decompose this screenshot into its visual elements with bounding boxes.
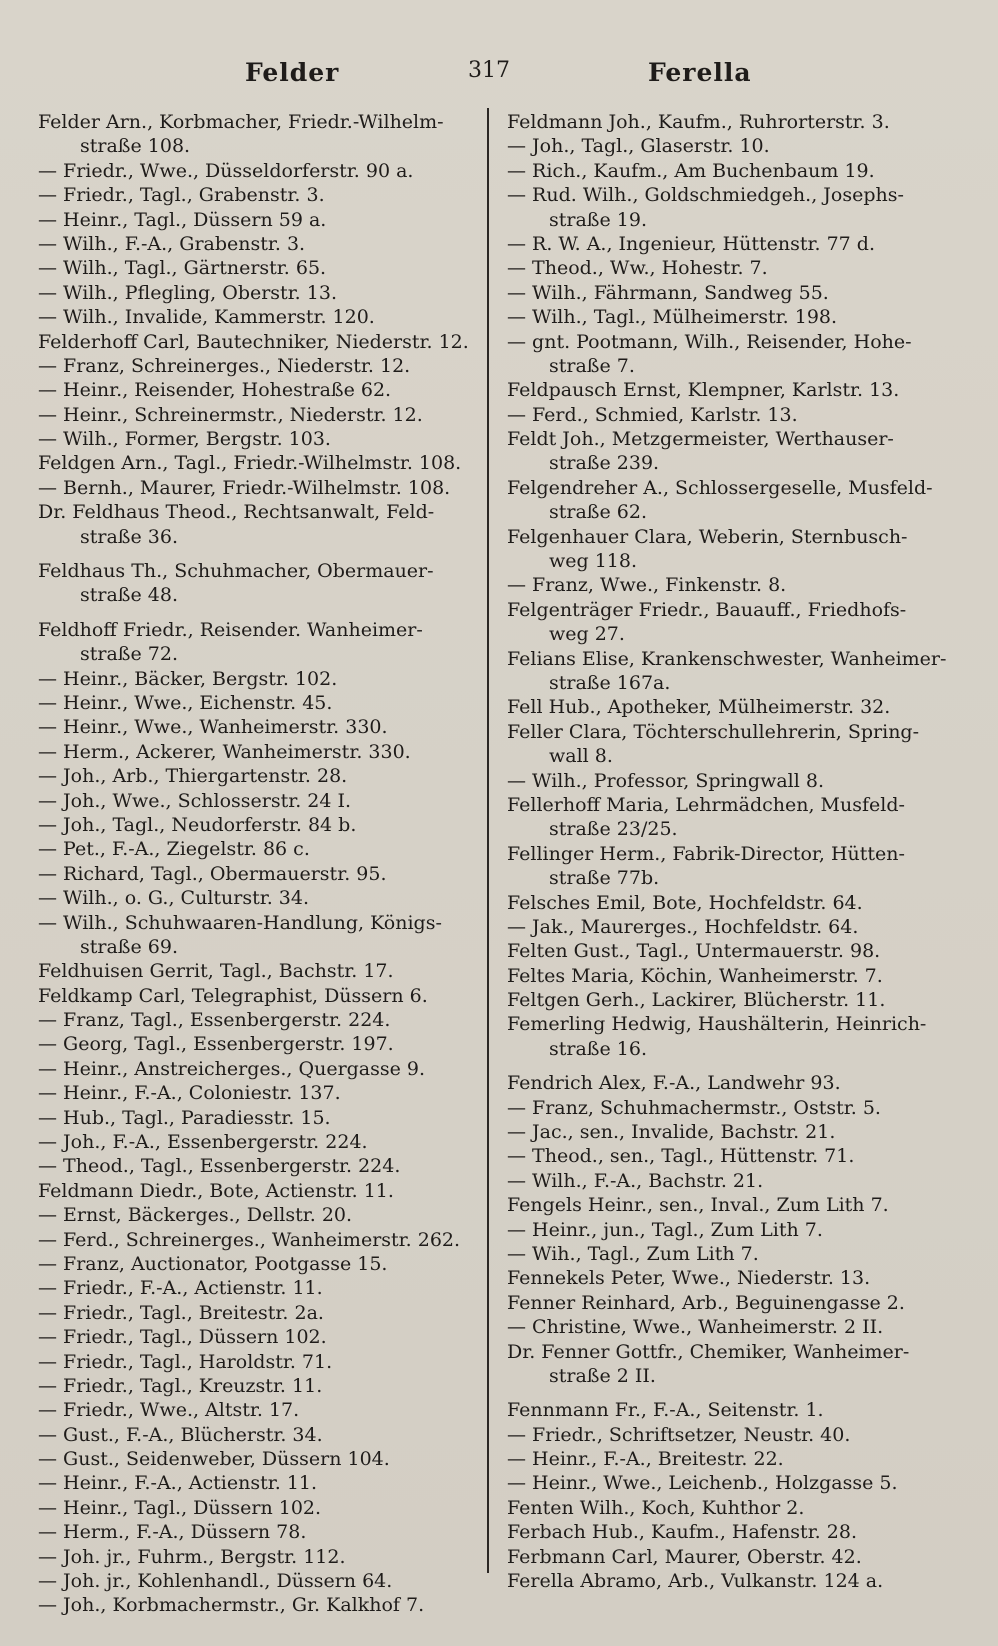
directory-entry-line: — Wilh., Professor, Springwall 8. [507, 769, 824, 792]
directory-entry-line: Fennmann Fr., F.-A., Seitenstr. 1. [507, 1399, 824, 1422]
directory-entry-line: Dr. Fenner Gottfr., Chemiker, Wanheimer- [507, 1340, 910, 1363]
directory-entry-line: — Theod., Tagl., Essenbergerstr. 224. [38, 1155, 401, 1178]
directory-entry-line: Ferella Abramo, Arb., Vulkanstr. 124 a. [507, 1570, 884, 1593]
directory-entry-line: — Pet., F.-A., Ziegelstr. 86 c. [38, 838, 310, 861]
directory-entry-line: — Friedr., Tagl., Breitestr. 2a. [38, 1301, 324, 1324]
directory-entry-line: — Heinr., F.-A., Breitestr. 22. [507, 1448, 784, 1471]
directory-entry-line: — Gust., Seidenweber, Düssern 104. [38, 1448, 390, 1471]
directory-entry-line: — Franz, Wwe., Finkenstr. 8. [507, 574, 787, 597]
directory-entry-line: — Theod., sen., Tagl., Hüttenstr. 71. [507, 1145, 855, 1168]
directory-entry-line: — Wilh., Former, Bergstr. 103. [38, 428, 331, 451]
directory-entry-line: — Joh., F.-A., Essenbergerstr. 224. [38, 1131, 368, 1154]
directory-entry-line: straße 69. [80, 935, 178, 958]
directory-entry-line: — Friedr., Tagl., Grabenstr. 3. [38, 184, 325, 207]
directory-entry-line: Feldmann Joh., Kaufm., Ruhrorterstr. 3. [507, 111, 890, 133]
directory-entry-line: — Heinr., jun., Tagl., Zum Lith 7. [507, 1218, 823, 1241]
directory-entry-line: — Joh., Korbmachermstr., Gr. Kalkhof 7. [38, 1594, 425, 1617]
header-right-keyword: Ferella [648, 58, 752, 87]
directory-entry-line: Felder Arn., Korbmacher, Friedr.-Wilhelm- [38, 111, 444, 133]
directory-entry-line: Fendrich Alex, F.-A., Landwehr 93. [507, 1072, 841, 1095]
directory-entry-line: — Ferd., Schreinerges., Wanheimerstr. 262. [38, 1228, 461, 1251]
directory-entry-line: — Friedr., Tagl., Düssern 102. [38, 1326, 327, 1349]
directory-entry-line: — Gust., F.-A., Blücherstr. 34. [38, 1423, 323, 1446]
directory-entry-line: Fennekels Peter, Wwe., Niederstr. 13. [507, 1267, 871, 1290]
directory-entry-line: Felgenhauer Clara, Weberin, Sternbusch- [507, 525, 908, 548]
directory-entry-line: Feldpausch Ernst, Klempner, Karlstr. 13. [507, 379, 900, 402]
directory-entry-line: — Ernst, Bäckerges., Dellstr. 20. [38, 1204, 353, 1227]
directory-entry-line: Feldhuisen Gerrit, Tagl., Bachstr. 17. [38, 960, 394, 983]
directory-entry-line: — Wilh., Pflegling, Oberstr. 13. [38, 281, 337, 304]
directory-entry-line: Fellinger Herm., Fabrik-Director, Hütten- [507, 842, 905, 865]
directory-entry-line: — Joh. jr., Fuhrm., Bergstr. 112. [38, 1545, 346, 1568]
directory-entry-line: — Wih., Tagl., Zum Lith 7. [507, 1242, 759, 1265]
directory-entry-line: — Joh., Tagl., Glaserstr. 10. [507, 135, 770, 158]
directory-entry-line: — Heinr., F.-A., Coloniestr. 137. [38, 1082, 341, 1105]
left-column [38, 110, 478, 1618]
directory-entry-line: — Friedr., Wwe., Düsseldorferstr. 90 a. [38, 159, 414, 182]
directory-entry-line: — Herm., Ackerer, Wanheimerstr. 330. [38, 740, 411, 763]
directory-entry-line: Feltgen Gerh., Lackirer, Blücherstr. 11. [507, 989, 886, 1012]
directory-entry-line: — Bernh., Maurer, Friedr.-Wilhelmstr. 108. [38, 476, 451, 499]
directory-entry-line: Fengels Heinr., sen., Inval., Zum Lith 7. [507, 1194, 889, 1217]
directory-entry-line: — Heinr., Schreinermstr., Niederstr. 12. [38, 403, 423, 426]
directory-entry-line: — Georg, Tagl., Essenbergerstr. 197. [38, 1033, 394, 1056]
directory-entry-line: Feldhaus Th., Schuhmacher, Obermauer- [38, 560, 434, 583]
directory-entry-line: Dr. Feldhaus Theod., Rechtsanwalt, Feld- [38, 501, 435, 524]
right-column [507, 110, 947, 1593]
directory-entry-line: weg 118. [549, 550, 638, 573]
directory-entry-line: — Heinr., Tagl., Düssern 102. [38, 1496, 322, 1519]
directory-entry-line: — gnt. Pootmann, Wilh., Reisender, Hohe- [507, 330, 912, 353]
directory-entry-line: — Heinr., Reisender, Hohestraße 62. [38, 379, 392, 402]
directory-entry-line: straße 72. [80, 643, 178, 666]
directory-entry-line: straße 239. [549, 452, 660, 475]
directory-entry-line: Fell Hub., Apotheker, Mülheimerstr. 32. [507, 696, 891, 719]
directory-entry-line: — Friedr., Tagl., Haroldstr. 71. [38, 1350, 333, 1373]
directory-entry-line: straße 77b. [549, 867, 660, 890]
directory-entry-line: straße 62. [549, 501, 647, 524]
directory-entry-line: straße 2 II. [549, 1364, 656, 1387]
directory-entry-line: — Wilh., Fährmann, Sandweg 55. [507, 281, 829, 304]
directory-entry-line: Ferbmann Carl, Maurer, Oberstr. 42. [507, 1545, 862, 1568]
directory-entry-line: — Theod., Ww., Hohestr. 7. [507, 257, 768, 280]
directory-entry-line: — Hub., Tagl., Paradiesstr. 15. [38, 1106, 331, 1129]
directory-entry-line: — Friedr., F.-A., Actienstr. 11. [38, 1277, 323, 1300]
directory-entry-line: — Joh., Arb., Thiergartenstr. 28. [38, 765, 348, 788]
directory-entry-line: Feldmann Diedr., Bote, Actienstr. 11. [38, 1179, 394, 1202]
directory-entry-line: — Franz, Schreinerges., Niederstr. 12. [38, 354, 411, 377]
directory-entry-line: Feller Clara, Töchterschullehrerin, Spring- [507, 720, 920, 743]
directory-entry-line: straße 108. [80, 135, 191, 158]
directory-entry-line: Felsches Emil, Bote, Hochfeldstr. 64. [507, 891, 863, 914]
directory-entry-line: straße 167a. [549, 671, 671, 694]
directory-entry-line: Felgenträger Friedr., Bauauff., Friedhofs- [507, 598, 907, 621]
page-header [0, 58, 998, 98]
directory-entry-line: wall 8. [549, 745, 613, 768]
directory-entry-line: Felians Elise, Krankenschwester, Wanheimer- [507, 647, 947, 670]
directory-entry-line: weg 27. [549, 623, 625, 646]
directory-entry-line: — Heinr., Wwe., Wanheimerstr. 330. [38, 716, 388, 739]
directory-entry-line: — Heinr., Bäcker, Bergstr. 102. [38, 667, 338, 690]
directory-entry-line: — Heinr., F.-A., Actienstr. 11. [38, 1472, 318, 1495]
directory-entry-line: Ferbach Hub., Kaufm., Hafenstr. 28. [507, 1521, 857, 1544]
directory-entry-line: straße 7. [549, 354, 635, 377]
directory-entry-line: Fenner Reinhard, Arb., Beguinengasse 2. [507, 1291, 905, 1314]
directory-entry-line: — Ferd., Schmied, Karlstr. 13. [507, 403, 798, 426]
directory-entry-line: — Joh. jr., Kohlenhandl., Düssern 64. [38, 1570, 393, 1593]
directory-entry-line: — Joh., Tagl., Neudorferstr. 84 b. [38, 813, 357, 836]
directory-entry-line: — Rich., Kaufm., Am Buchenbaum 19. [507, 159, 875, 182]
directory-entry-line: — Wilh., Invalide, Kammerstr. 120. [38, 306, 375, 329]
directory-entry-line: — Wilh., Tagl., Gärtnerstr. 65. [38, 257, 327, 280]
directory-entry-line: — Rud. Wilh., Goldschmiedgeh., Josephs- [507, 184, 904, 207]
directory-entry-line: — Franz, Auctionator, Pootgasse 15. [38, 1252, 388, 1275]
directory-entry-line: Felgendreher A., Schlossergeselle, Musfeld- [507, 476, 933, 499]
directory-entry-line: straße 36. [80, 525, 178, 548]
directory-entry-line: — Wilh., o. G., Culturstr. 34. [38, 887, 310, 910]
page-number: 317 [468, 58, 510, 83]
directory-entry-line: — Heinr., Wwe., Eichenstr. 45. [38, 691, 333, 714]
directory-entry-line: Felten Gust., Tagl., Untermauerstr. 98. [507, 940, 881, 963]
directory-entry-line: straße 23/25. [549, 818, 678, 841]
directory-entry-line: — Heinr., Wwe., Leichenb., Holzgasse 5. [507, 1472, 898, 1495]
directory-entry-line: — Wilh., F.-A., Bachstr. 21. [507, 1169, 764, 1192]
directory-entry-line: — Franz, Schuhmachermstr., Oststr. 5. [507, 1096, 881, 1119]
directory-entry-line: Felderhoff Carl, Bautechniker, Niederstr. 12. [38, 330, 469, 353]
directory-entry-line: Fenten Wilh., Koch, Kuhthor 2. [507, 1496, 805, 1519]
directory-entry-line: — Friedr., Wwe., Altstr. 17. [38, 1399, 300, 1422]
directory-entry-line: — Wilh., Tagl., Mülheimerstr. 198. [507, 306, 838, 329]
directory-entry-line: Feltes Maria, Köchin, Wanheimerstr. 7. [507, 964, 883, 987]
directory-entry-line: straße 48. [80, 584, 178, 607]
directory-entry-line: Feldkamp Carl, Telegraphist, Düssern 6. [38, 984, 428, 1007]
directory-entry-line: — Richard, Tagl., Obermauerstr. 95. [38, 862, 387, 885]
directory-entry-line: Fellerhoff Maria, Lehrmädchen, Musfeld- [507, 793, 905, 816]
directory-entry-line: — Herm., F.-A., Düssern 78. [38, 1521, 307, 1544]
directory-entry-line: — Christine, Wwe., Wanheimerstr. 2 II. [507, 1316, 884, 1339]
directory-entry-line: — Wilh., Schuhwaaren-Handlung, Königs- [38, 911, 442, 934]
directory-entry-line: — Joh., Wwe., Schlosserstr. 24 I. [38, 789, 352, 812]
directory-entry-line: Femerling Hedwig, Haushälterin, Heinrich- [507, 1013, 927, 1036]
header-left-keyword: Felder [245, 58, 340, 87]
directory-entry-line: Feldgen Arn., Tagl., Friedr.-Wilhelmstr. 108. [38, 452, 462, 475]
directory-entry-line: — Jak., Maurerges., Hochfeldstr. 64. [507, 915, 859, 938]
directory-entry-line: — Wilh., F.-A., Grabenstr. 3. [38, 232, 306, 255]
directory-entry-line: — Franz, Tagl., Essenbergerstr. 224. [38, 1009, 391, 1032]
directory-entry-line: straße 19. [549, 208, 647, 231]
directory-entry-line: Feldt Joh., Metzgermeister, Werthauser- [507, 428, 894, 451]
directory-entry-line: — Heinr., Tagl., Düssern 59 a. [38, 208, 327, 231]
directory-entry-line: — Jac., sen., Invalide, Bachstr. 21. [507, 1121, 836, 1144]
directory-entry-line: — Friedr., Tagl., Kreuzstr. 11. [38, 1374, 323, 1397]
directory-entry-line: — Friedr., Schriftsetzer, Neustr. 40. [507, 1423, 851, 1446]
column-divider [487, 108, 489, 1573]
directory-entry-line: — R. W. A., Ingenieur, Hüttenstr. 77 d. [507, 232, 876, 255]
directory-entry-line: Feldhoff Friedr., Reisender. Wanheimer- [38, 618, 423, 641]
directory-entry-line: — Heinr., Anstreicherges., Quergasse 9. [38, 1057, 426, 1080]
directory-entry-line: straße 16. [549, 1037, 647, 1060]
